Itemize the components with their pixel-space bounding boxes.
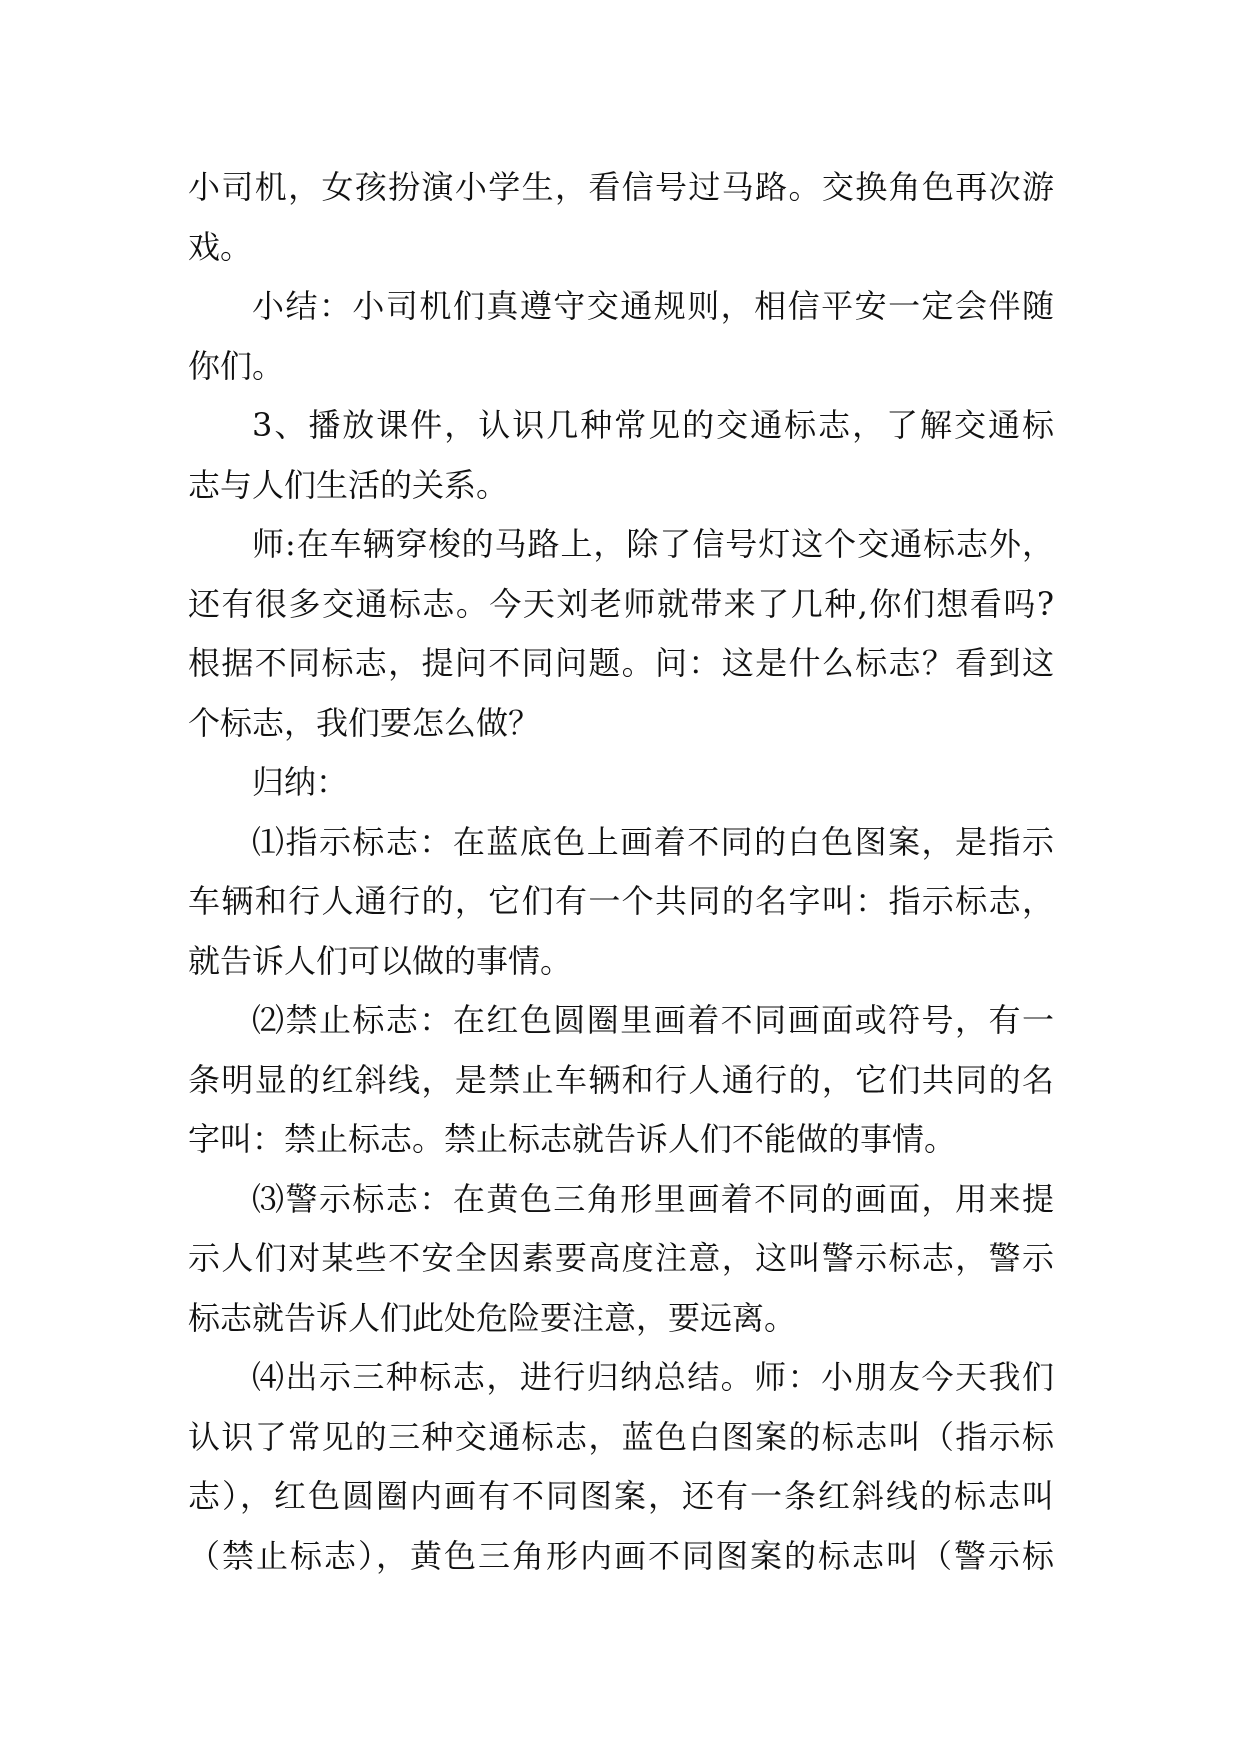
text-line: 志），红色圆圈内画有不同图案，还有一条红斜线的标志叫 <box>188 1477 1054 1515</box>
text-line: 就告诉人们可以做的事情。 <box>188 941 573 980</box>
text-line: 示人们对某些不安全因素要高度注意，这叫警示标志，警示 <box>188 1239 1054 1277</box>
text-line: 你们。 <box>188 346 285 385</box>
text-line: 根据不同标志，提问不同问题。问：这是什么标志？看到这 <box>188 644 1054 682</box>
text-line: ⑴指示标志：在蓝底色上画着不同的白色图案，是指示 <box>252 822 1054 861</box>
text-line: 师:在车辆穿梭的马路上，除了信号灯这个交通标志外， <box>252 525 1054 563</box>
text-line: 标志就告诉人们此处危险要注意，要远离。 <box>188 1298 797 1337</box>
text-line: 戏。 <box>188 227 253 266</box>
text-line: 3、播放课件，认识几种常见的交通标志，了解交通标 <box>252 406 1054 444</box>
text-line: 个标志，我们要怎么做？ <box>188 703 541 742</box>
text-line: 归纳： <box>252 763 349 801</box>
text-line: 条明显的红斜线，是禁止车辆和行人通行的，它们共同的名 <box>188 1060 1054 1099</box>
text-line: ⑵禁止标志：在红色圆圈里画着不同画面或符号，有一 <box>252 1001 1054 1039</box>
text-line: 车辆和行人通行的，它们有一个共同的名字叫：指示标志， <box>188 882 1054 920</box>
text-line: 小结：小司机们真遵守交通规则，相信平安一定会伴随 <box>252 287 1054 325</box>
text-line: 志与人们生活的关系。 <box>188 465 509 504</box>
text-line: 还有很多交通标志。今天刘老师就带来了几种,你们想看吗? <box>188 584 1054 623</box>
text-line: 认识了常见的三种交通标志，蓝色白图案的标志叫（指示标 <box>188 1417 1054 1456</box>
text-line: （禁止标志），黄色三角形内画不同图案的标志叫（警示标 <box>188 1536 1054 1575</box>
document-body <box>188 158 1054 1586</box>
text-line: ⑷出示三种标志，进行归纳总结。师：小朋友今天我们 <box>252 1358 1054 1396</box>
text-line: 小司机，女孩扮演小学生，看信号过马路。交换角色再次游 <box>188 168 1054 206</box>
text-line: 字叫：禁止标志。禁止标志就告诉人们不能做的事情。 <box>188 1120 957 1158</box>
text-line: ⑶警示标志：在黄色三角形里画着不同的画面，用来提 <box>252 1179 1054 1218</box>
